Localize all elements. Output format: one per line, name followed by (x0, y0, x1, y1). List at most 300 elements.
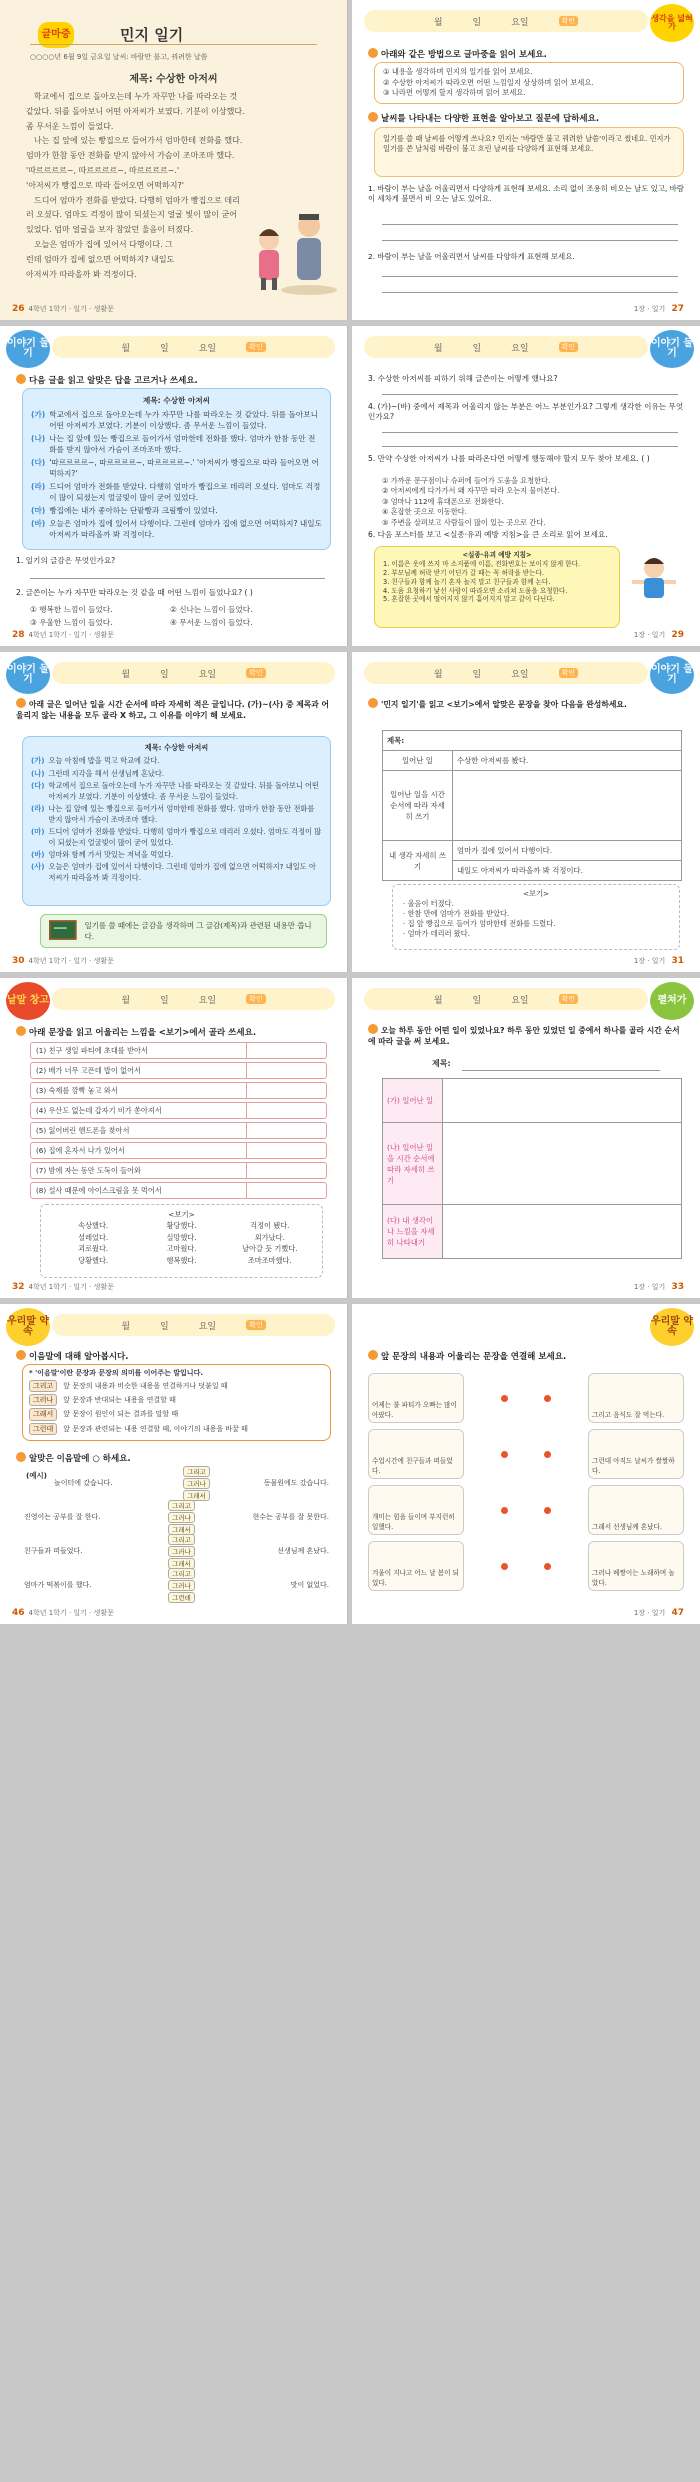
connector-meaning: 앞 문장이 원인이 되는 결과를 말할 때 (63, 1410, 179, 1419)
weekday-label: 요일 (511, 995, 529, 1006)
choice-item[interactable]: ④ 혼잡한 곳으로 이동한다. (382, 507, 468, 517)
connector-definition (29, 1380, 324, 1392)
connector-definition (29, 1423, 324, 1435)
answer-cell[interactable] (443, 1123, 682, 1205)
footer-text: 1장 · 일기 (633, 957, 666, 965)
safety-poster (374, 546, 620, 628)
connector-exercise (24, 1500, 329, 1534)
left-card (368, 1541, 464, 1591)
answer-line[interactable] (382, 394, 678, 395)
right-card (588, 1485, 684, 1535)
check-box[interactable]: 확인 (559, 16, 579, 26)
connector-option[interactable]: 그리고 (168, 1500, 195, 1511)
spread-5 (0, 1304, 700, 1624)
writing-table (382, 1078, 682, 1259)
example-word: 날아갈 듯 기뻤다. (242, 1244, 298, 1254)
section-badge: 우리말 약속 (6, 1308, 50, 1346)
pencil-icon (368, 112, 378, 122)
spread-1 (0, 0, 700, 320)
example-word: 황당했다. (166, 1221, 197, 1231)
page-number: 33 (671, 1282, 684, 1292)
choice-item[interactable]: ② 아저씨에게 다가가서 왜 자꾸만 따라 오는지 물어본다. (382, 486, 560, 496)
question: 앞 문장의 내용과 어울리는 문장을 연결해 보세요. (368, 1350, 686, 1363)
sentence: (7) 밤에 자는 동안 도둑이 들어와 (36, 1165, 141, 1175)
example-label: (예시) (26, 1471, 48, 1480)
sentence: (5) 잃어버린 핸드폰을 찾아서 (36, 1125, 130, 1135)
check-box[interactable]: 확인 (559, 342, 579, 352)
sentence: (1) 친구 생일 파티에 초대를 받아서 (36, 1045, 148, 1055)
title-cell[interactable]: 제목: (383, 731, 682, 751)
connector-option[interactable]: 그래서 (168, 1524, 195, 1535)
sentence-b: 동물원에도 갔습니다. (263, 1479, 329, 1487)
choice-2[interactable]: ② 신나는 느낌이 들었다. (170, 605, 253, 614)
page-number: 26 (12, 304, 25, 314)
month-label: 월 (121, 995, 131, 1006)
date-header (364, 662, 648, 684)
footer-text: 1장 · 일기 (633, 1283, 666, 1291)
left-card (368, 1373, 464, 1423)
answer-line[interactable] (382, 292, 678, 293)
section-badge: 펼쳐가 (650, 982, 694, 1020)
chalkboard-icon (49, 920, 77, 942)
right-card (588, 1429, 684, 1479)
poster-item: 4. 도움 요청하기 낯선 사람이 따라오면 소리쳐 도움을 요청한다. (383, 586, 568, 595)
match-text: 개미는 힘을 들이며 부지런히 일했다. (372, 1513, 455, 1531)
answer-blank[interactable] (246, 1103, 326, 1118)
month-label: 월 (121, 1321, 131, 1332)
example-word: 고마웠다. (166, 1244, 197, 1254)
answer-blank[interactable] (246, 1123, 326, 1138)
connector-option[interactable]: 그래서 (168, 1558, 195, 1569)
question-3: 3. 수상한 아저씨를 피하기 위해 글쓴이는 어떻게 했나요? (368, 374, 558, 383)
footer-text: 4학년 1학기 · 일기 · 생활문 (28, 305, 114, 313)
question-2: 알맞은 이음말에 ○ 하세요. (16, 1452, 333, 1465)
day-label: 일 (472, 995, 482, 1006)
example-box (392, 884, 680, 950)
row-head: 일어난 일 (383, 751, 453, 771)
connector-exercise (24, 1568, 329, 1602)
row-head: 내 생각 자세히 쓰기 (383, 841, 453, 881)
connector-option[interactable]: 그리고 (168, 1568, 195, 1579)
poster-item: 5. 혼잡한 곳에서 떨어지지 않기 흩어지지 말고 같이 다닌다. (383, 595, 555, 604)
question: 아래 글은 일어난 일을 시간 순서에 따라 자세히 적은 글입니다. (가)~(사) 중 제목과 어울리지 않는 내용을 모두 골라 X 하고, 그 이유를 이야기 해 보세요. (16, 700, 330, 720)
sentence-b: 맛이 없었다. (290, 1581, 329, 1589)
spread-3 (0, 652, 700, 972)
answer-cell[interactable] (443, 1079, 682, 1123)
matching-row (368, 1370, 684, 1426)
connector-definition (29, 1408, 324, 1420)
pencil-icon (16, 374, 26, 384)
connector-exercise (24, 1534, 329, 1568)
page-27 (352, 0, 700, 320)
tip-text: 일기를 쓸 때에는 글감을 생각하며 그 글감(제목)과 관련된 내용만 씁니다. (84, 921, 312, 941)
answer-blank[interactable] (246, 1183, 326, 1198)
diary-para: 나는 집 앞에 있는 빵집으로 들어가서 엄마한테 전화를 했다. 엄마가 한참 동안 전화를 받지 않아서 가슴이 조마조마 했다. (26, 136, 243, 161)
connector-option[interactable]: 그러나 (168, 1580, 195, 1591)
example-word: 외가났다. (254, 1232, 285, 1242)
choice-4[interactable]: ④ 무서운 느낌이 들었다. (170, 618, 253, 627)
page-number: 30 (12, 956, 25, 966)
example-title: <보기> (168, 1210, 195, 1219)
title-line[interactable] (462, 1070, 660, 1071)
pencil-icon (16, 1026, 26, 1036)
pencil-icon (16, 698, 26, 708)
answer-line[interactable] (382, 432, 678, 433)
page-number: 32 (12, 1282, 25, 1292)
example-item: · 엄마가 데리러 왔다. (403, 929, 470, 939)
feeling-row (30, 1182, 327, 1199)
girl-and-man-illustration (219, 178, 339, 298)
question: 이음말에 대해 알아봅시다. (16, 1350, 333, 1363)
match-text: 그런데 아직도 날씨가 쌀쌀하다. (591, 1457, 675, 1475)
story-box: 제목: 수상한 아저씨 (가) 오늘 아침에 밥을 먹고 학교에 갔다. (나) 그런데 지각을 해서 선생님께 혼났다. (다) 학교에서 집으로 돌아오는데 누가 자꾸만 나를 따라오는 것 같았다. 뒤를 돌아보니 어떤 아저씨가 보였다. 기분이 이상했다. 좀 무서운 느낌이 들었다. (라) 나는 집 앞에 있는 빵집으로 들어가서 엄마한테 전화를 했다. 엄마가 한참 동안 전화를 받지 않아서 가슴이 조마조마 했다. (마) 드디어 엄마가 전화를 받았다. 다행히 엄마가 빵집으로 데리러 오셨다. 엄마도 걱정이 많이 되셨는지 얼굴빛이 많이 굳어 있었다. (바) 엄마와 함께 가서 맛있는 저녁을 먹었다. (사) 오늘은 엄마가 집에 있어서 다행이다. 그런데 엄마가 집에 없으면 어떡하지? 내일도 아저씨가 따라올까 봐 걱정이다. (22, 736, 331, 906)
connect-dot-left[interactable] (501, 1395, 508, 1402)
connector-meaning: 앞 문장과 반대되는 내용을 연결할 때 (63, 1396, 176, 1405)
question-1: 아래와 같은 방법으로 글마중을 읽어 보세요. (368, 48, 686, 61)
pencil-icon (368, 698, 378, 708)
row-head: 일어난 일을 시간 순서에 따라 자세히 쓰기 (383, 771, 453, 841)
pencil-icon (16, 1452, 26, 1462)
page-47 (352, 1304, 700, 1624)
weather-box: 일기를 쓸 때 날씨를 어떻게 쓰나요? 민지는 '바람만 불고 꿔려한 날씀'이라고 썼네요. 민지가 일기를 쓴 날처럼 바람이 불고 흐린 날씨를 다양하게 표현해 보세요. (374, 127, 684, 177)
choice-item[interactable]: ⑤ 주변을 살펴보고 사람들이 많이 있는 곳으로 간다. (382, 517, 546, 527)
feeling-row (30, 1162, 327, 1179)
day-label: 일 (160, 995, 169, 1006)
connector-word: 그런데 (29, 1423, 57, 1435)
connector-exercises (24, 1466, 329, 1602)
example-item: · 울음이 터졌다. (403, 899, 454, 909)
match-text: 수업시간에 친구들과 떠들었다. (372, 1457, 453, 1475)
section-badge: 이야기 둘기 (650, 656, 694, 694)
pencil-icon (368, 48, 378, 58)
connect-dot-right[interactable] (544, 1451, 551, 1458)
choice-item[interactable]: ③ 엄마나 112에 휴대폰으로 전화한다. (382, 496, 504, 506)
child-running-illustration (624, 552, 684, 612)
right-card (588, 1541, 684, 1591)
day-label: 일 (472, 343, 482, 354)
question-5: 5. 만약 수상한 아저씨가 나를 따라온다면 어떻게 행동해야 할지 모두 찾아 보세요. ( ) (368, 454, 650, 463)
connector-option[interactable]: 그러나 (168, 1512, 195, 1523)
example-item: · 한참 만에 엄마가 전화를 받았다. (403, 909, 510, 919)
question: 아래 문장을 읽고 어울리는 느낌을 <보기>에서 골라 쓰세요. (16, 1026, 333, 1039)
month-label: 월 (121, 669, 131, 680)
match-text: 그리고 음식도 잘 먹는다. (591, 1411, 665, 1419)
diary-para: '따르르르르~, 따르르르르~, 따르르르르~.' (26, 165, 180, 175)
page-background-bottom (0, 1630, 700, 2482)
choice-item[interactable]: ① 가까운 문구점이나 슈퍼에 들어가 도움을 요청한다. (382, 476, 551, 485)
page-number: 47 (671, 1608, 684, 1618)
footer-text: 1장 · 일기 (633, 631, 666, 639)
question-2: 2. 글쓴이는 누가 자꾸만 따라오는 것 같을 때 어떤 느낌이 들었나요? ( ) (16, 588, 253, 597)
connect-dot-right[interactable] (544, 1507, 551, 1514)
answer-blank[interactable] (246, 1143, 326, 1158)
connect-dot-left[interactable] (501, 1451, 508, 1458)
diary-text (26, 90, 246, 282)
question-4: 4. (가)~(바) 중에서 제목과 어울리지 않는 부분은 어느 부분인가요? 그렇게 생각한 이유는 무엇인가요? (368, 402, 684, 422)
month-label: 월 (121, 343, 131, 354)
diary-table (382, 730, 682, 881)
matching-exercise (368, 1370, 684, 1594)
method-item: ① 내용을 생각하며 민지의 일기를 읽어 보세요. (383, 67, 533, 76)
footer-text: 4학년 1학기 · 일기 · 생활문 (28, 1283, 114, 1291)
definition-box (22, 1364, 331, 1441)
example-box (40, 1204, 323, 1278)
connector-option[interactable]: 그래서 (183, 1490, 210, 1501)
footer-text: 1장 · 일기 (633, 305, 666, 313)
date-header (364, 988, 648, 1010)
left-card (368, 1429, 464, 1479)
month-label: 월 (433, 669, 443, 680)
day-label: 일 (160, 1321, 169, 1332)
match-text: 그러나 베짱이는 노래하며 놀았다. (591, 1569, 675, 1587)
weekday-label: 요일 (511, 669, 529, 680)
right-card (588, 1373, 684, 1423)
feeling-row (30, 1142, 327, 1159)
row-head: (나) 일어난 일을 시간 순서에 따라 자세히 쓰기 (383, 1123, 443, 1205)
page-29 (352, 326, 700, 646)
weekday-label: 요일 (198, 669, 217, 680)
connector-option[interactable]: 그리고 (183, 1466, 210, 1477)
check-box[interactable]: 확인 (559, 668, 579, 678)
poster-title: <실종·유괴 예방 지침> (462, 551, 532, 559)
connector-options (168, 1568, 195, 1603)
example-word: 행복했다. (166, 1255, 197, 1265)
poster-item: 3. 친구들과 함께 놀기 혼자 놀지 말고 친구들과 함께 논다. (383, 577, 551, 586)
matching-row (368, 1538, 684, 1594)
feeling-row (30, 1042, 327, 1059)
page-number: 29 (671, 630, 684, 640)
sentence-a: 놀이터에 갔습니다. (54, 1479, 113, 1487)
page-31 (352, 652, 700, 972)
answer-line[interactable] (382, 276, 678, 277)
section-badge: 우리말 약속 (650, 1308, 694, 1346)
section-badge: 이야기 둘기 (6, 656, 50, 694)
sentence-a: 엄마가 떡볶이를 했다. (24, 1581, 92, 1589)
subquestion-1: 1. 바람이 부는 날을 어울리면서 다양하게 표현해 보세요. 소리 없이 조용히 비오는 날도 있고, 바람이 세차게 불면서 비 오는 날도 있어요. (368, 184, 684, 203)
page-33 (352, 978, 700, 1298)
example-word: 설레었다. (78, 1232, 109, 1242)
date-line: ○○○○년 6월 9일 금요일 날씨: 바람만 불고, 꿔려한 날씀 (30, 53, 208, 61)
sentence: (6) 집에 혼자서 나가 있어서 (36, 1145, 125, 1155)
answer-cell[interactable] (453, 771, 682, 841)
story-title: 제목: 수상한 아저씨 (144, 743, 209, 752)
section-badge: 글마중 (38, 22, 74, 48)
month-label: 월 (433, 17, 443, 28)
date-header (364, 336, 648, 358)
feeling-rows (30, 1042, 327, 1202)
sentence: (4) 우산도 없는데 갑자기 비가 쏟아져서 (36, 1105, 162, 1115)
feeling-row (30, 1122, 327, 1139)
left-card (368, 1485, 464, 1535)
title-label: 제목: (432, 1059, 451, 1068)
choice-1[interactable]: ① 행복한 느낌이 들었다. (30, 605, 113, 614)
footer-text: 4학년 1학기 · 일기 · 생활문 (28, 1609, 114, 1617)
feeling-row (30, 1062, 327, 1079)
definition: * '이음말'이란 문장과 문장의 의미를 이어주는 말입니다. (29, 1369, 203, 1377)
date-header (52, 988, 335, 1010)
day-label: 일 (160, 669, 169, 680)
question: 다음 글을 읽고 알맞은 답을 고르거나 쓰세요. (16, 374, 333, 387)
feeling-row (30, 1082, 327, 1099)
connector-options (168, 1500, 195, 1535)
weekday-label: 요일 (511, 17, 529, 28)
sentence-b: 선생님께 혼났다. (277, 1547, 329, 1555)
story-box: 제목: 수상한 아저씨 (가) 학교에서 집으로 돌아오는데 누가 자꾸만 나를 따라오는 것 같았다. 뒤를 돌아보니 어떤 아저씨가 보였다. 기분이 이상했다. 좀 무서운 느낌이 들었다. (나) 나는 집 앞에 있는 빵집으로 들어가서 엄마한테 전화를 했다. 엄마가 한참 동안 전화를 받지 않아서 가슴이 조마조마 했다. (다) '따르르르르~, 따르르르르~, 따르르르르~.' '아저씨가 빵집으로 따라 들어오면 어떡하지?' (라) 드디어 엄마가 전화를 받았다. 다행히 엄마가 빵집으로 데리러 오셨다. 엄마도 걱정이 많이 되셨는지 얼굴빛이 많이 굳어 있었다. (마) 빵집에는 내가 좋아하는 단팥빵과 크림빵이 있었다. (바) 오늘은 엄마가 집에 있어서 다행이다. 그런데 엄마가 집에 없으면 어떡하지? 내일도 아저씨가 따라올까 봐 걱정이다. (22, 388, 331, 550)
footer-text: 4학년 1학기 · 일기 · 생활문 (28, 631, 114, 639)
match-text: 어제는 불 파티가 오빠는 많이 아팠다. (372, 1401, 457, 1419)
connect-dot-left[interactable] (501, 1507, 508, 1514)
answer-line[interactable] (382, 240, 678, 241)
match-text: 그래서 선생님께 혼났다. (591, 1523, 662, 1531)
connector-word: 그러나 (29, 1394, 57, 1406)
sentence: (8) 설사 때문에 아이스크림을 못 먹어서 (36, 1185, 162, 1195)
date-header (52, 336, 335, 358)
spread-2 (0, 326, 700, 646)
connector-exercise (24, 1466, 329, 1500)
section-badge: 이야기 둘기 (650, 330, 694, 368)
example-word: 걱정이 됐다. (250, 1221, 290, 1231)
connector-option[interactable]: 그런데 (168, 1592, 195, 1603)
question-1: 1. 일기의 글감은 무엇인가요? (16, 556, 116, 565)
connector-word: 그래서 (29, 1408, 57, 1420)
connector-options (183, 1466, 210, 1501)
check-box[interactable]: 확인 (246, 994, 266, 1004)
pencil-icon (368, 1024, 378, 1034)
day-label: 일 (160, 343, 169, 354)
connector-meaning: 앞 문장과 관련되는 내용 연결할 때, 이야기의 내용을 바꿀 때 (63, 1424, 248, 1433)
example-word: 당황했다. (78, 1255, 109, 1265)
section-badge: 이야기 둘기 (6, 330, 50, 368)
diary-para: 오늘은 엄마가 집에 있어서 다행이다. 그런데 엄마가 집에 없으면 어떡하지? 내일도 아저씨가 따라올까 봐 걱정이다. (26, 239, 175, 279)
page-number: 46 (12, 1608, 25, 1618)
row-text: 수상한 아저씨를 봤다. (453, 751, 682, 771)
example-word: 괴로웠다. (78, 1244, 109, 1254)
weekday-label: 요일 (511, 343, 529, 354)
connect-dot-left[interactable] (501, 1563, 508, 1570)
page-26 (0, 0, 348, 320)
connector-definition (29, 1394, 324, 1406)
connector-meaning: 앞 문장의 내용과 비슷한 내용을 연결하거나 덧붙일 때 (63, 1382, 228, 1391)
choice-list (382, 476, 559, 528)
date-header (52, 1314, 335, 1336)
matching-row (368, 1482, 684, 1538)
page-number: 31 (671, 956, 684, 966)
method-item: ② 수상한 아저씨가 따라오면 어떤 느낌일지 상상하며 읽어 보세요. (383, 77, 594, 87)
method-list (374, 62, 684, 104)
question: 오늘 하루 동안 어떤 일이 있었나요? 하루 동안 있었던 일 중에서 하나를 골라 시간 순서에 따라 글을 써 보세요. (368, 1026, 680, 1046)
connector-option[interactable]: 그리고 (168, 1534, 195, 1545)
diary-para: 드디어 엄마가 전화를 받았다. 다행히 엄마가 빵집으로 데리러 오셨다. 엄마도 걱정이 많이 되셨는지 얼굴 빛이 많이 굳어 있었다. 엄마 얼굴을 보자 참았던 울음이 터졌다. (26, 195, 240, 235)
sentence-a: 진영이는 공부를 잘 한다. (24, 1513, 101, 1521)
check-box[interactable]: 확인 (246, 1320, 266, 1330)
weekday-label: 요일 (198, 1321, 217, 1332)
answer-blank[interactable] (246, 1163, 326, 1178)
subquestion-2: 2. 바람이 부는 날을 어울리면서 날씨를 다양하게 표현해 보세요. (368, 252, 575, 261)
page-number: 27 (671, 304, 684, 314)
weekday-label: 요일 (198, 343, 217, 354)
date-header (364, 10, 648, 32)
answer-cell[interactable] (443, 1205, 682, 1259)
page-30 (0, 652, 348, 972)
sentence-b: 현수는 공부를 잘 못한다. (252, 1513, 329, 1521)
answer-blank[interactable] (246, 1063, 326, 1078)
page-46 (0, 1304, 348, 1624)
answer-blank[interactable] (246, 1043, 326, 1058)
connector-option[interactable]: 그러나 (168, 1546, 195, 1557)
page-title: 민지 일기 (120, 26, 184, 44)
check-box[interactable]: 확인 (246, 668, 266, 678)
section-badge: 낱말 창고 (6, 982, 50, 1020)
row-text: 엄마가 집에 있어서 다행이다. (453, 841, 682, 861)
matching-row (368, 1426, 684, 1482)
example-item: · 집 앞 빵집으로 들어가 엄마한테 전화를 드렸다. (403, 919, 556, 929)
weekday-label: 요일 (198, 995, 217, 1006)
row-head: (다) 내 생각이나 느낌을 자세히 나타내기 (383, 1205, 443, 1259)
example-word: 조마조마했다. (247, 1255, 292, 1265)
day-label: 일 (472, 17, 482, 28)
month-label: 월 (433, 995, 443, 1006)
connect-dot-right[interactable] (544, 1395, 551, 1402)
page-32 (0, 978, 348, 1298)
method-item: ③ 나라면 어떻게 할지 생각하며 읽어 보세요. (383, 88, 526, 98)
page-number: 28 (12, 630, 25, 640)
pencil-icon (16, 1350, 26, 1360)
example-word: 속상했다. (78, 1221, 109, 1231)
question-6: 6. 다음 포스터를 보고 <실종·유괴 예방 지침>을 큰 소리로 읽어 보세요. (368, 530, 608, 539)
month-label: 월 (433, 343, 443, 354)
match-text: 겨울이 지나고 어느 날 봄이 되었다. (372, 1569, 459, 1587)
answer-line[interactable] (382, 224, 678, 225)
diary-para: '아저씨가 빵집으로 따라 들어오면 어떡하지?' (26, 180, 184, 190)
connector-word: 그리고 (29, 1380, 57, 1392)
connector-option[interactable]: 그러나 (183, 1478, 210, 1489)
page-28 (0, 326, 348, 646)
choice-3[interactable]: ③ 우울한 느낌이 들었다. (30, 618, 113, 627)
answer-line[interactable] (30, 578, 325, 579)
row-head: (가) 일어난 일 (383, 1079, 443, 1123)
answer-line[interactable] (382, 446, 678, 447)
question-2: 날씨를 나타내는 다양한 표현을 알아보고 질문에 답하세요. (368, 112, 686, 125)
story-title: 제목: 수상한 아저씨 (142, 396, 210, 405)
day-label: 일 (472, 669, 482, 680)
row-text: 내일도 아저씨가 따라올까 봐 걱정이다. (453, 861, 682, 881)
section-badge: 생각을 넓혀가 (650, 4, 694, 42)
footer-text: 4학년 1학기 · 일기 · 생활문 (28, 957, 114, 965)
answer-blank[interactable] (246, 1083, 326, 1098)
example-title: <보기> (523, 889, 549, 898)
story-title: 제목: 수상한 아저씨 (129, 74, 218, 85)
example-word: 실망했다. (166, 1232, 197, 1242)
question: '민지 일기'를 읽고 <보기>에서 알맞은 문장을 찾아 다음을 완성하세요. (368, 698, 686, 711)
example-words (49, 1220, 314, 1266)
poster-item: 1. 이름은 옷에 쓰지 마 소지품에 이름, 전화번호는 보이지 않게 한다. (383, 559, 581, 568)
tip-box (40, 914, 327, 948)
feeling-row (30, 1102, 327, 1119)
connector-options (168, 1534, 195, 1569)
footer-text: 1장 · 일기 (633, 1609, 666, 1617)
check-box[interactable]: 확인 (559, 994, 579, 1004)
sentence: (2) 배가 너무 고픈데 밥이 없어서 (36, 1065, 141, 1075)
pencil-icon (368, 1350, 378, 1360)
poster-item: 2. 부모님께 허락 받기 어딘가 갈 때는 꼭 허락을 받는다. (383, 568, 545, 577)
check-box[interactable]: 확인 (246, 342, 266, 352)
title-underline (30, 44, 317, 45)
spread-4 (0, 978, 700, 1298)
sentence: (3) 숙제를 깜빡 놓고 와서 (36, 1085, 118, 1095)
diary-para: 학교에서 집으로 돌아오는데 누가 자꾸만 나를 따라오는 것 같았다. 뒤를 돌아보니 어떤 아저씨가 보였다. 기분이 이상했다. 좀 무서운 느낌이 들었다. (26, 92, 245, 131)
connect-dot-right[interactable] (544, 1563, 551, 1570)
date-header (52, 662, 335, 684)
